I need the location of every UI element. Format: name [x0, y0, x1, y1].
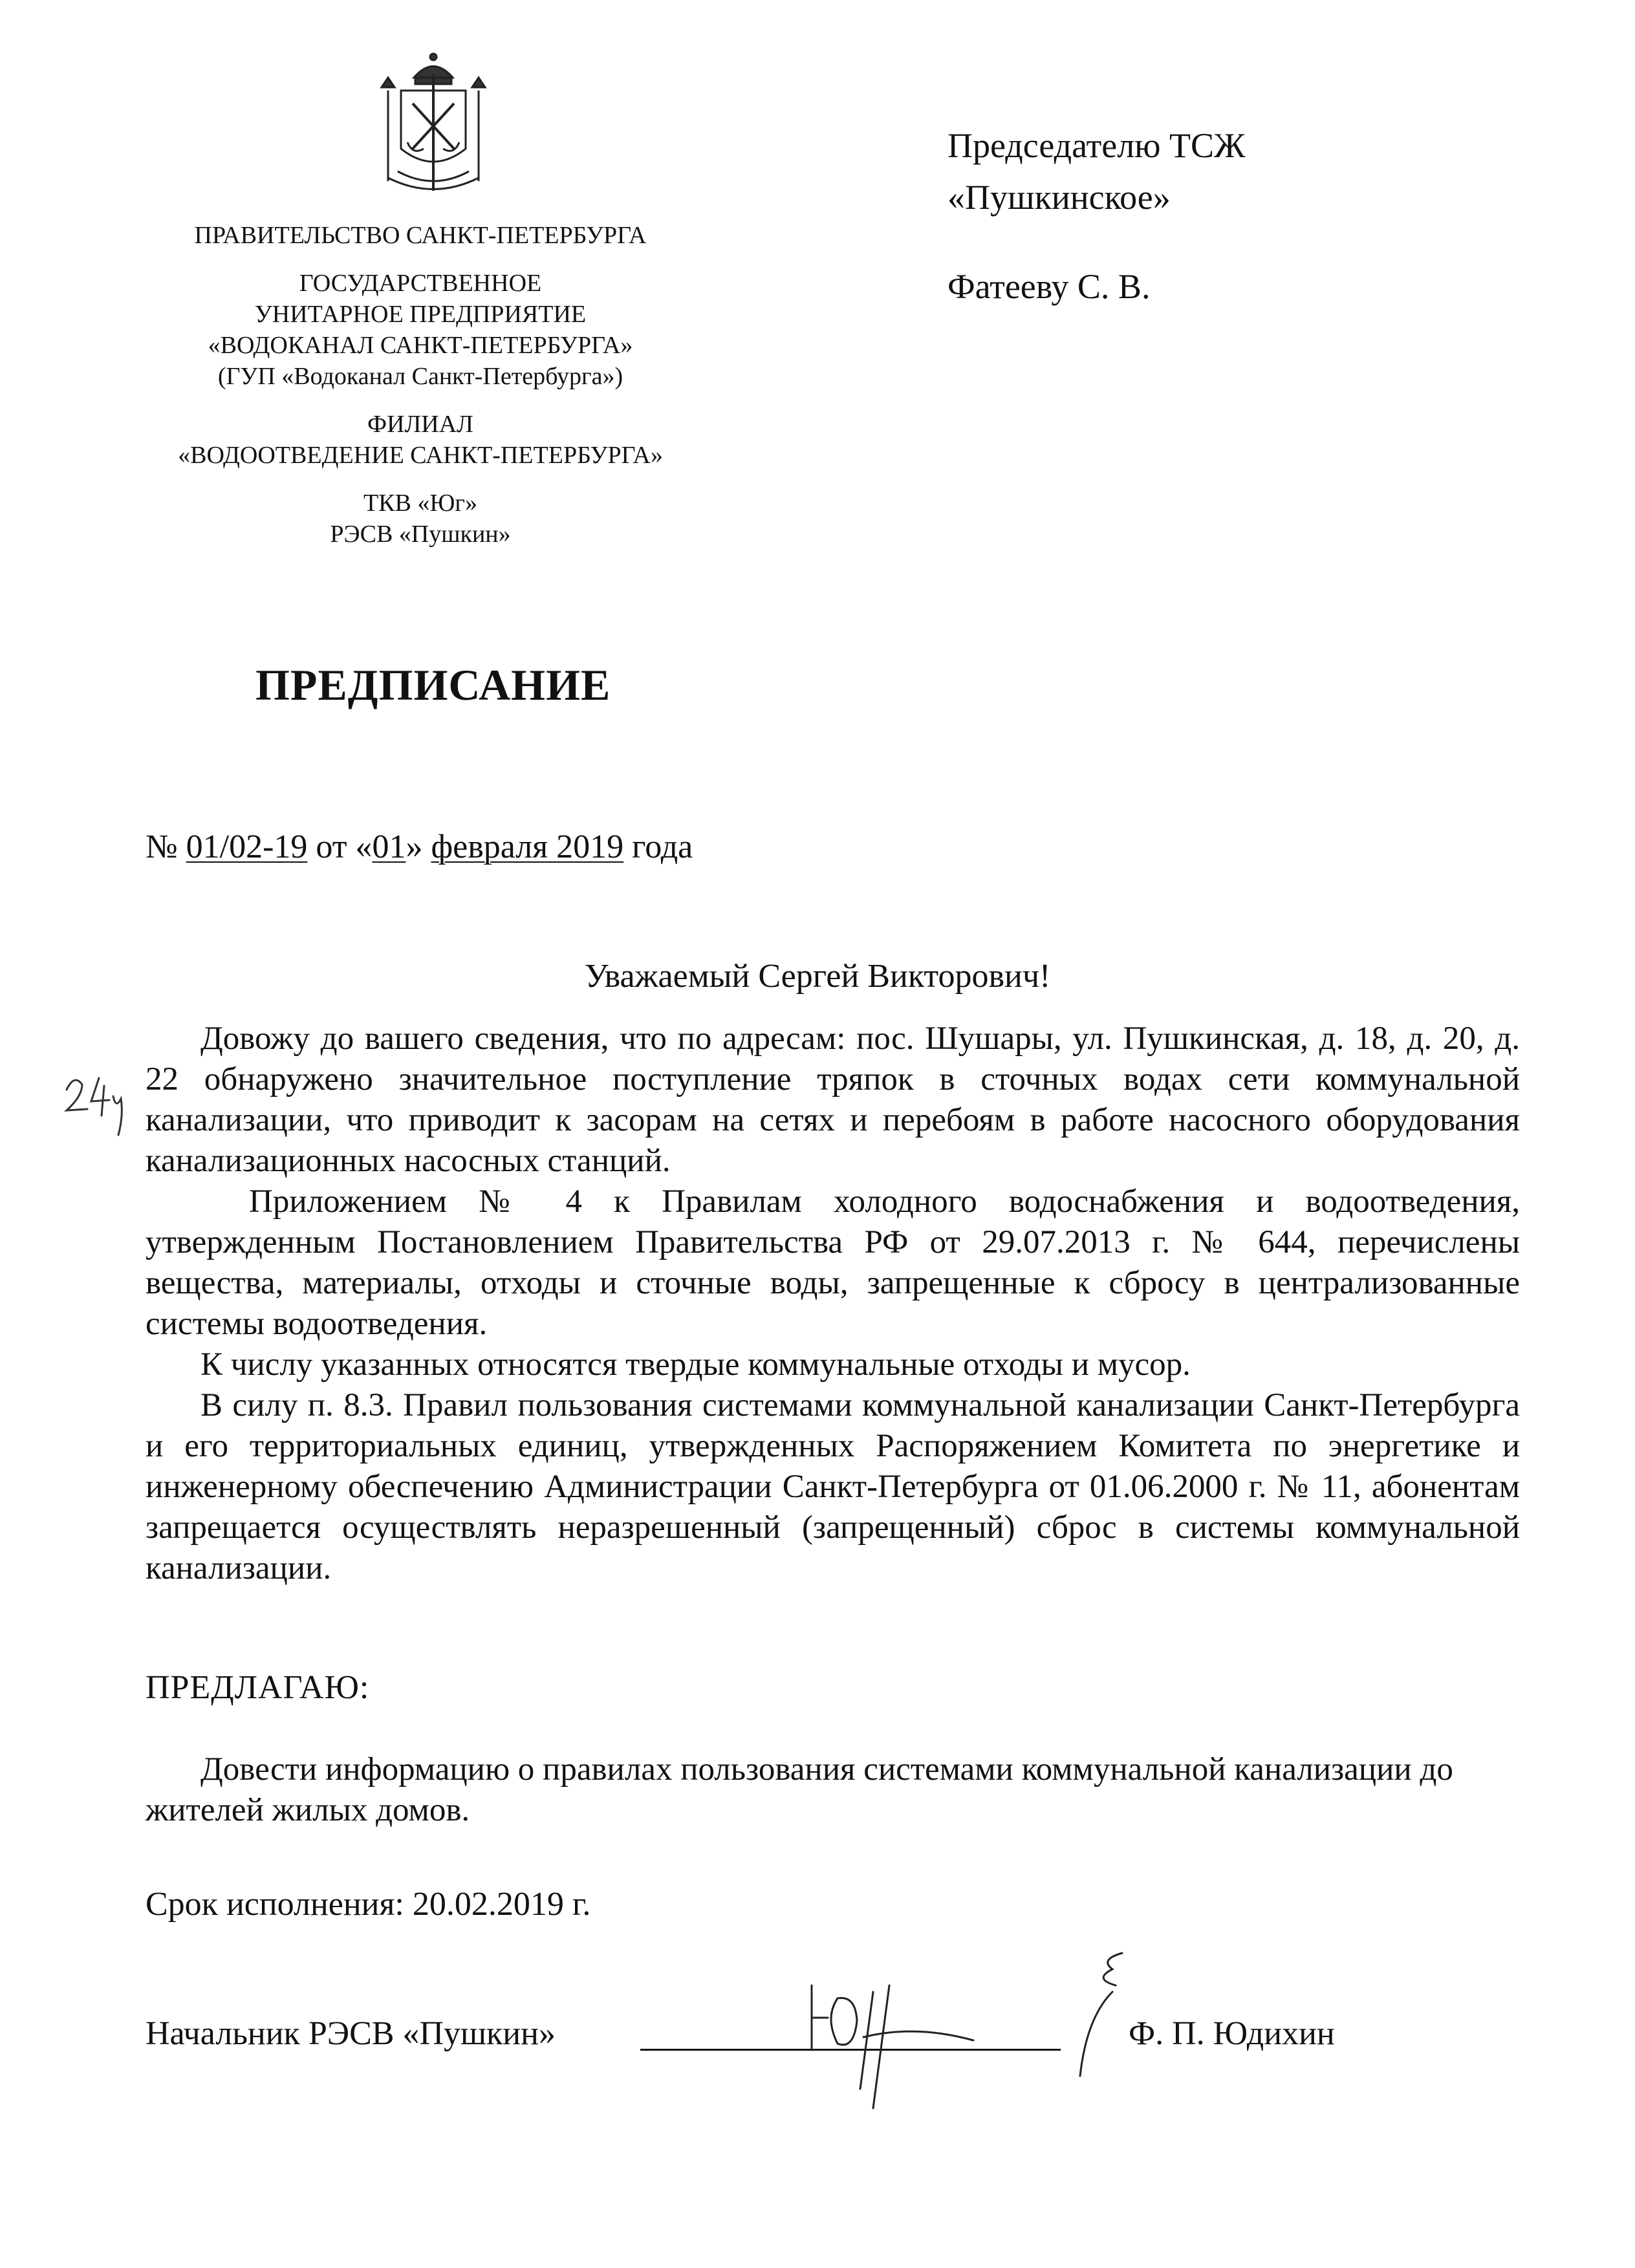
- ref-year: 2019: [556, 828, 624, 865]
- document-reference: № 01/02-19 от «01» февраля 2019 года: [146, 828, 693, 865]
- paragraph-1: Довожу до вашего сведения, что по адресам: пос. Шушары, ул. Пушкинская, д. 18, д. 20, д. 22 обнаружено значительное поступление тряпок в сточных водах сети коммунальной канализации, что приводит к засорам на сетях и перебоям в работе насосного оборудования канализационных насосных станций.: [146, 1021, 1520, 1179]
- coat-of-arms-emblem: [362, 52, 504, 200]
- handwritten-signature: [799, 1960, 993, 2115]
- org-unit: ТКВ «Юг» РЭСВ «Пушкин»: [330, 490, 511, 548]
- org-government: ПРАВИТЕЛЬСТВО САНКТ-ПЕТЕРБУРГА: [194, 222, 647, 249]
- signatory-name: Ф. П. Юдихин: [1129, 2015, 1335, 2052]
- paragraph-3: К числу указанных относятся твердые коммунальные отходы и мусор.: [200, 1346, 1191, 1383]
- addressee-name: Фатееву С. В.: [947, 267, 1151, 306]
- signatory-role: Начальник РЭСВ «Пушкин»: [146, 2015, 556, 2052]
- ref-month: февраля: [431, 828, 548, 865]
- instruction-text: [146, 1749, 1520, 1831]
- org-enterprise: ГОСУДАРСТВЕННОЕ УНИТАРНОЕ ПРЕДПРИЯТИЕ «ВОДОКАНАЛ САНКТ-ПЕТЕРБУРГА» (ГУП «Водоканал Санкт-Петербурга»): [208, 270, 633, 390]
- paragraph-2: Приложением № 4 к Правилам холодного водоснабжения и водоотведения, утвержденным Постановлением Правительства РФ от 29.07.2013 г. № 644, перечислены вещества, материалы, отходы и сточные воды, запрещенные к сбросу в централизованные системы водоотведения.: [146, 1183, 1520, 1342]
- org-branch: ФИЛИАЛ «ВОДООТВЕДЕНИЕ САНКТ-ПЕТЕРБУРГА»: [178, 411, 663, 469]
- body-text: [146, 1019, 1520, 1589]
- addressee: [947, 120, 1245, 312]
- addressee-line-1: Председателю ТСЖ: [947, 126, 1246, 165]
- paragraph-4: В силу п. 8.3. Правил пользования системами коммунальной канализации Санкт-Петербурга и его территориальных единиц, утвержденных Распоряжением Комитета по энергетике и инженерному обеспечению Администрации Санкт-Петербурга от 01.06.2000 г. № 11, абонентам запрещается осуществлять неразрешенный (запрещенный) сброс в системы коммунальной канализации.: [146, 1387, 1520, 1586]
- addressee-line-2: «Пушкинское»: [947, 178, 1171, 217]
- deadline: Срок исполнения: 20.02.2019 г.: [146, 1886, 591, 1923]
- document-title: ПРЕДПИСАНИЕ: [255, 660, 611, 709]
- ref-number: 01/02-19: [186, 828, 308, 865]
- handwritten-margin-note: [61, 1070, 139, 1141]
- proposal-heading: ПРЕДЛАГАЮ:: [146, 1669, 370, 1706]
- handwritten-initial-mark: [1061, 1947, 1138, 2082]
- organization-header: [116, 220, 724, 567]
- ref-day: 01: [372, 828, 406, 865]
- greeting: Уважаемый Сергей Викторович!: [584, 958, 1051, 995]
- instruction-paragraph: Довести информацию о правилах пользования системами коммунальной канализации до жителей жилых домов.: [146, 1751, 1453, 1828]
